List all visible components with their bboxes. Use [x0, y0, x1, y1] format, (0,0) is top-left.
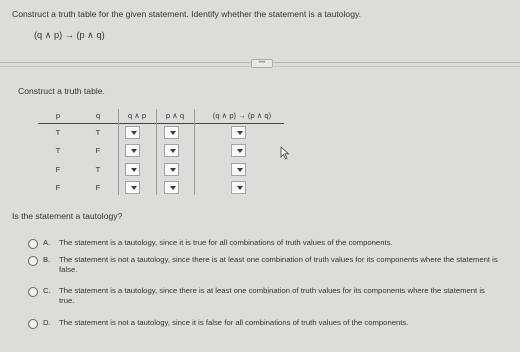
dropdown-implication[interactable] — [231, 126, 246, 139]
header-rule — [38, 123, 284, 124]
dropdown-implication[interactable] — [231, 144, 246, 157]
chevron-down-icon — [131, 186, 137, 190]
dropdown-q-and-p[interactable] — [125, 163, 140, 176]
dropdown-q-and-p[interactable] — [125, 181, 140, 194]
chevron-down-icon — [131, 131, 137, 135]
chevron-down-icon — [131, 149, 137, 153]
dropdown-p-and-q[interactable] — [164, 163, 179, 176]
question-prompt: Construct a truth table for the given statement. Identify whether the statement is a tautology. — [12, 9, 362, 19]
expand-more-button[interactable]: ••• — [251, 59, 273, 68]
header-q: q — [95, 111, 101, 120]
column-divider — [118, 109, 119, 195]
statement-formula: (q ∧ p) → (p ∧ q) — [34, 30, 105, 40]
cell-p: T — [55, 146, 61, 155]
chevron-down-icon — [170, 149, 176, 153]
radio-button[interactable] — [28, 256, 38, 266]
column-divider — [194, 109, 195, 195]
cell-p: F — [55, 165, 61, 174]
chevron-down-icon — [237, 131, 243, 135]
header-p-and-q: p ∧ q — [165, 111, 185, 120]
option-letter: B. — [43, 255, 51, 264]
subheading: Construct a truth table. — [18, 86, 105, 96]
radio-button[interactable] — [28, 319, 38, 329]
truth-table — [38, 109, 288, 199]
option-b[interactable] — [28, 255, 508, 277]
header-implication: (q ∧ p) → (p ∧ q) — [212, 111, 272, 120]
dropdown-p-and-q[interactable] — [164, 126, 179, 139]
option-text: The statement is a tautology, since there is at least one combination of truth values for its components where the statement is true. — [59, 286, 485, 305]
option-text: The statement is not a tautology, since there is at least one combination of truth values for its components where the statement is false. — [59, 255, 498, 274]
cell-q: F — [95, 146, 101, 155]
radio-button[interactable] — [28, 239, 38, 249]
option-d[interactable] — [28, 318, 508, 330]
cell-q: T — [95, 128, 101, 137]
cell-p: F — [55, 183, 61, 192]
chevron-down-icon — [170, 186, 176, 190]
option-letter: D. — [43, 318, 51, 327]
option-letter: C. — [43, 286, 51, 295]
header-q-and-p: q ∧ p — [127, 111, 147, 120]
option-text: The statement is a tautology, since it is true for all combinations of truth values of the components. — [59, 238, 393, 247]
chevron-down-icon — [170, 131, 176, 135]
header-p: p — [55, 111, 61, 120]
dropdown-q-and-p[interactable] — [125, 144, 140, 157]
cell-p: T — [55, 128, 61, 137]
dropdown-implication[interactable] — [231, 181, 246, 194]
option-a[interactable] — [28, 238, 508, 250]
cell-q: F — [95, 183, 101, 192]
dropdown-p-and-q[interactable] — [164, 181, 179, 194]
option-c[interactable] — [28, 286, 508, 308]
option-letter: A. — [43, 238, 51, 247]
option-text: The statement is not a tautology, since it is false for all combinations of truth values of the components. — [59, 318, 409, 327]
chevron-down-icon — [131, 168, 137, 172]
dropdown-p-and-q[interactable] — [164, 144, 179, 157]
dropdown-q-and-p[interactable] — [125, 126, 140, 139]
mouse-cursor-icon — [280, 146, 290, 160]
cell-q: T — [95, 165, 101, 174]
radio-button[interactable] — [28, 287, 38, 297]
chevron-down-icon — [237, 149, 243, 153]
chevron-down-icon — [237, 186, 243, 190]
column-divider — [156, 109, 157, 195]
tautology-question: Is the statement a tautology? — [12, 211, 123, 221]
chevron-down-icon — [237, 168, 243, 172]
chevron-down-icon — [170, 168, 176, 172]
dropdown-implication[interactable] — [231, 163, 246, 176]
